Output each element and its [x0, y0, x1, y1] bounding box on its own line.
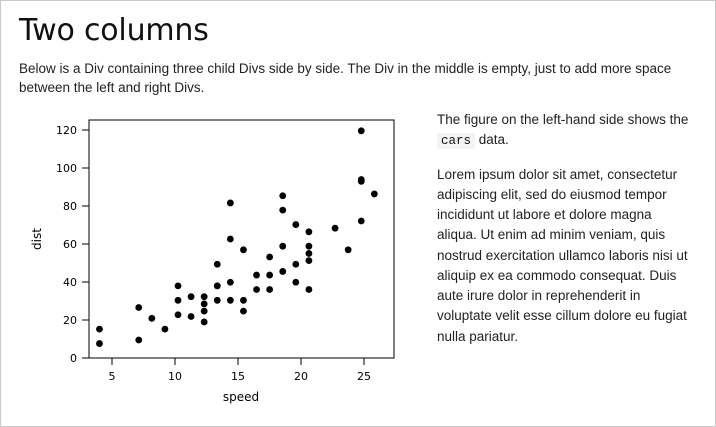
data-point — [227, 297, 234, 304]
data-point — [201, 300, 208, 307]
data-point — [227, 199, 234, 206]
x-axis-label: speed — [222, 389, 260, 404]
scatter-plot — [19, 106, 419, 406]
data-point — [188, 293, 195, 300]
intro-paragraph: Below is a Div containing three child Divs side by side. The Div in the middle is empty, just to add more space between the left and right Divs. — [19, 60, 672, 96]
svg-text:80: 80 — [63, 199, 77, 213]
data-point — [227, 278, 234, 285]
page-title: Two columns — [19, 13, 209, 48]
data-point — [135, 336, 142, 343]
data-point — [306, 257, 313, 264]
data-point — [332, 224, 339, 231]
data-point — [96, 340, 103, 347]
right-column — [437, 106, 697, 361]
data-point — [240, 297, 247, 304]
data-point — [201, 318, 208, 325]
y-axis — [56, 124, 89, 365]
svg-text:60: 60 — [63, 237, 77, 251]
svg-text:120: 120 — [56, 123, 77, 137]
lorem-paragraph: Lorem ipsum dolor sit amet, consectetur adipiscing elit, sed do eiusmod tempor incididunt ut labore et dolore magna aliqua. Ut enim ad minim veniam, quis nostrud exercitation ullamco laboris nisi ut aliquip ex ea commodo consequat. Duis aute irure dolor in reprehenderit in voluptate velit esse cillum dolore eu fugiat nulla pariatur. — [437, 166, 688, 344]
data-point — [240, 307, 247, 314]
data-point — [214, 282, 221, 289]
data-point — [292, 221, 299, 228]
data-point — [292, 260, 299, 267]
data-point — [345, 246, 352, 253]
svg-text:20: 20 — [294, 369, 308, 383]
data-point — [279, 206, 286, 213]
data-point — [175, 297, 182, 304]
data-point — [266, 271, 273, 278]
caption-text-after: data. — [478, 131, 509, 147]
data-point — [279, 268, 286, 275]
data-point — [306, 228, 313, 235]
data-point — [227, 235, 234, 242]
data-point — [240, 246, 247, 253]
data-point — [266, 286, 273, 293]
svg-text:25: 25 — [357, 369, 371, 383]
data-point — [214, 297, 221, 304]
y-axis-label: dist — [30, 227, 44, 250]
data-point — [253, 286, 260, 293]
data-point — [188, 313, 195, 320]
scatter-plot-svg — [19, 106, 419, 406]
svg-text:20: 20 — [63, 313, 77, 327]
data-point — [358, 127, 365, 134]
x-axis — [109, 358, 372, 383]
data-point — [306, 242, 313, 249]
data-point — [306, 286, 313, 293]
data-point — [162, 325, 169, 332]
data-point — [175, 282, 182, 289]
plot-frame — [89, 120, 394, 358]
data-point — [214, 260, 221, 267]
figure-caption — [437, 110, 689, 151]
svg-text:40: 40 — [63, 275, 77, 289]
data-point — [253, 271, 260, 278]
data-point — [96, 325, 103, 332]
data-point — [279, 192, 286, 199]
left-column — [19, 106, 429, 406]
data-point — [148, 315, 155, 322]
svg-text:0: 0 — [70, 351, 77, 365]
data-point — [135, 304, 142, 311]
svg-text:5: 5 — [108, 369, 116, 383]
data-point — [371, 190, 378, 197]
cars-code-token: cars — [437, 133, 475, 149]
data-point — [266, 253, 273, 260]
caption-text-before: The figure on the left-hand side shows the — [437, 111, 689, 127]
data-point — [358, 217, 365, 224]
data-point — [292, 278, 299, 285]
data-point — [201, 307, 208, 314]
svg-text:15: 15 — [231, 369, 245, 383]
data-point — [175, 311, 182, 318]
data-point — [201, 293, 208, 300]
data-point — [279, 242, 286, 249]
svg-text:10: 10 — [168, 369, 182, 383]
data-point — [358, 176, 365, 183]
svg-text:100: 100 — [56, 161, 77, 175]
two-column-layout — [19, 106, 697, 406]
data-point — [306, 250, 313, 257]
